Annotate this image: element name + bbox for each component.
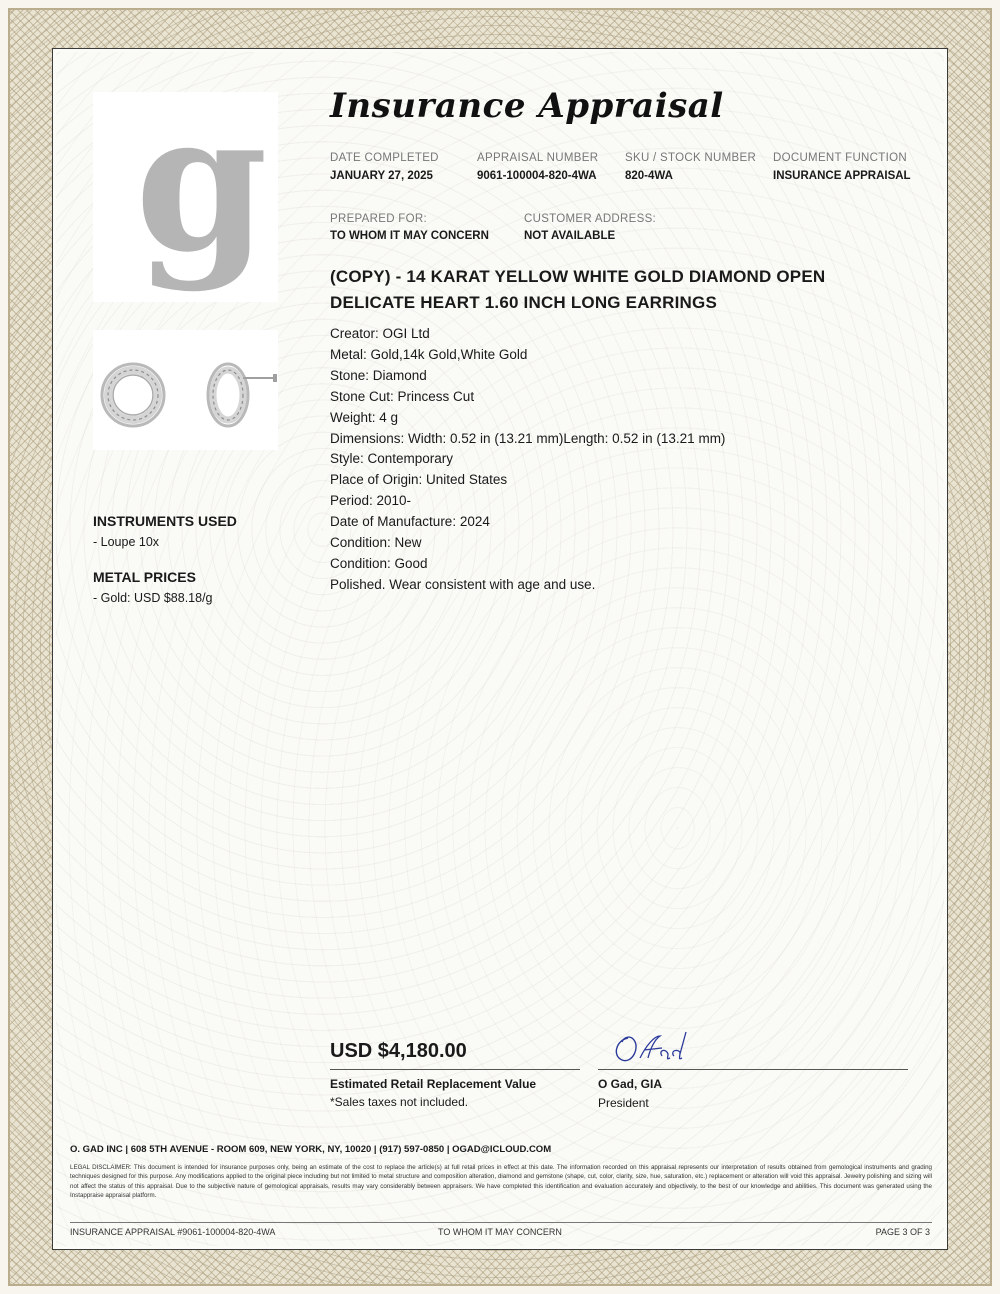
document-function-value: INSURANCE APPRAISAL (773, 170, 911, 182)
detail-line: Condition: Good (330, 555, 428, 571)
detail-line: Style: Contemporary (330, 451, 454, 467)
detail-line: Creator: OGI Ltd (330, 326, 430, 341)
earring-side-image (208, 364, 277, 426)
metal-prices-heading: METAL PRICES (93, 569, 196, 585)
signature (610, 1028, 700, 1068)
date-completed-label: DATE COMPLETED (330, 152, 439, 164)
tax-note: *Sales taxes not included. (330, 1095, 469, 1109)
prepared-for-label: PREPARED FOR: (330, 213, 427, 225)
sku-value: 820-4WA (625, 170, 673, 182)
detail-line: Place of Origin: United States (330, 472, 508, 488)
customer-address-value: NOT AVAILABLE (524, 230, 616, 242)
prepared-for-value: TO WHOM IT MAY CONCERN (330, 230, 489, 242)
detail-line: Stone Cut: Princess Cut (330, 388, 475, 404)
date-completed-value: JANUARY 27, 2025 (330, 170, 433, 182)
item-details (330, 324, 890, 596)
sku-label: SKU / STOCK NUMBER (625, 152, 757, 164)
company-info: O. GAD INC | 608 5TH AVENUE - ROOM 609, NEW YORK, NY, 10020 | (917) 597-0850 | OGAD@ICLOUD.COM (70, 1144, 552, 1155)
appraised-value: USD $4,180.00 (330, 1040, 467, 1062)
detail-line: Weight: 4 g (330, 409, 399, 425)
detail-line: Condition: New (330, 535, 422, 551)
legal-disclaimer: LEGAL DISCLAIMER: This document is intended for insurance purposes only, being an estimate of the cost to replace the article(s) at full retail prices in effect at this date. The information recorded on this appraisal represents our interpretation of results obtained from gemological instruments and grading techniques designed for this purpose. Any modifications applied to the original piece including but not limited to metal structure and composition alteration, diamond and gemstone (shape, cut, color, clarity, size, hue, saturation, etc.) replacement or alteration will void this appraisal. Jewelry polishing and sizing will not affect the status of this appraisal. Due to the subjective nature of gemological appraisals, results may vary considerably between appraisers. We have completed this identification and evaluation accurately and objectively, to the best of our knowledge and abilities. This document was generated using the Instappraise appraisal platform. (70, 1164, 932, 1200)
document-title: Insurance Appraisal (330, 86, 724, 126)
footer-page-number: PAGE 3 OF 3 (875, 1227, 930, 1237)
item-title (330, 264, 890, 316)
product-photo (93, 330, 278, 450)
footer-recipient: TO WHOM IT MAY CONCERN (438, 1227, 562, 1237)
value-rule (330, 1069, 580, 1070)
detail-line: Dimensions: Width: 0.52 in (13.21 mm)Length: 0.52 in (13.21 mm) (330, 430, 726, 446)
appraisal-number-label: APPRAISAL NUMBER (477, 152, 599, 164)
company-logo: g (135, 71, 268, 294)
instruments-heading: INSTRUMENTS USED (93, 513, 237, 529)
signer-name: O Gad, GIA (598, 1077, 663, 1091)
footer-appraisal-id: INSURANCE APPRAISAL #9061-100004-820-4WA (70, 1227, 276, 1237)
metal-prices-item: - Gold: USD $88.18/g (93, 591, 213, 605)
footer-rule (70, 1222, 932, 1223)
customer-address-label: CUSTOMER ADDRESS: (524, 213, 657, 225)
earring-front-image (102, 364, 164, 426)
detail-line: Polished. Wear consistent with age and use. (330, 576, 596, 592)
appraisal-number-value: 9061-100004-820-4WA (477, 170, 597, 182)
signer-title: President (598, 1096, 649, 1110)
detail-line: Stone: Diamond (330, 367, 427, 383)
item-title-line-2: DELICATE HEART 1.60 INCH LONG EARRINGS (330, 293, 717, 312)
detail-line: Period: 2010- (330, 493, 412, 509)
signature-rule (598, 1069, 908, 1070)
value-label: Estimated Retail Replacement Value (330, 1077, 537, 1091)
item-title-line-1: (COPY) - 14 KARAT YELLOW WHITE GOLD DIAMOND OPEN (330, 267, 826, 286)
detail-line: Date of Manufacture: 2024 (330, 514, 490, 530)
instruments-item: - Loupe 10x (93, 535, 160, 549)
detail-line: Metal: Gold,14k Gold,White Gold (330, 346, 528, 362)
document-function-label: DOCUMENT FUNCTION (773, 152, 907, 164)
